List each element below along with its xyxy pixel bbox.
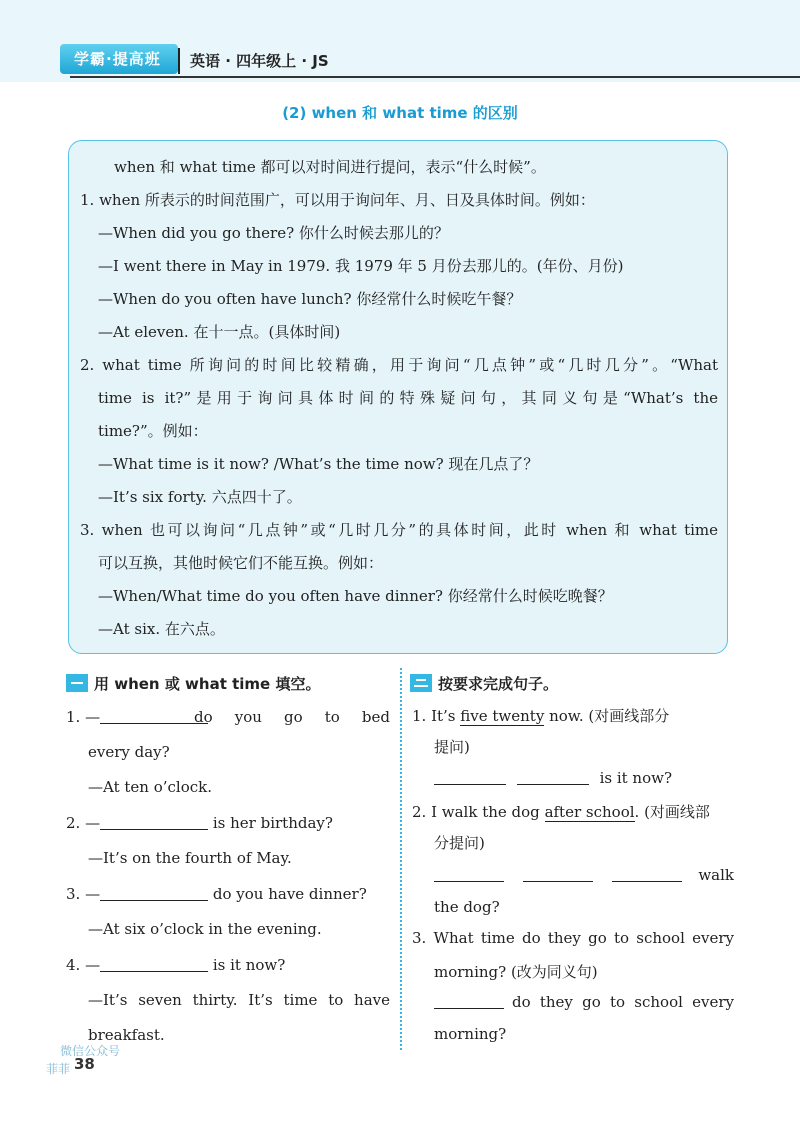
- watermark-text: 微信公众号: [60, 1044, 121, 1058]
- question-text: 1. It’s: [412, 707, 456, 725]
- question-text: walk: [698, 866, 734, 884]
- exercise-1-q2: [66, 814, 333, 832]
- question-number: 2. —: [66, 814, 101, 832]
- watermark-text: 菲菲: [46, 1062, 71, 1076]
- question-instruction: . (对画线部: [634, 803, 710, 821]
- exercise-2-title: [410, 673, 558, 694]
- note-example: —It’s six forty. 六点四十了。: [98, 488, 302, 506]
- exercise-2-q2: [412, 801, 710, 822]
- question-instruction: now. (对画线部分: [549, 707, 670, 725]
- section-number-badge: [66, 674, 88, 692]
- exercise-2-q1: [412, 705, 669, 726]
- note-example: —When do you often have lunch? 你经常什么时候吃午餐？: [98, 290, 522, 308]
- question-text: morning?: [434, 1025, 507, 1043]
- column-divider: [400, 668, 402, 1050]
- answer-text: —At six o’clock in the evening.: [88, 920, 322, 938]
- exercise-1-q3: [66, 885, 367, 903]
- note-point-1: 1. when 所表示的时间范围广，可以用于询问年、月、日及具体时间。例如：: [80, 191, 595, 209]
- question-instruction: 提问): [434, 738, 470, 756]
- question-text: 2. I walk the dog: [412, 803, 540, 821]
- question-text: is it now?: [212, 956, 286, 974]
- question-text: every day?: [88, 743, 170, 761]
- question-text: is it now?: [599, 769, 672, 787]
- page-number: 38: [74, 1055, 95, 1073]
- note-point-2-cont: time is it?”是用于询问具体时间的特殊疑问句，其同义句是“What’s the: [98, 389, 718, 407]
- note-point-3: 3. when 也可以询问“几点钟”或“几时几分”的具体时间，此时 when 和 what time: [80, 521, 718, 539]
- question-text: do they go to school every: [512, 993, 734, 1011]
- note-intro: when 和 what time 都可以对时间进行提问，表示“什么时候”。: [114, 158, 546, 176]
- section-number-badge: [410, 674, 432, 692]
- answer-text: —It’s on the fourth of May.: [88, 849, 292, 867]
- question-instruction: 分提问): [434, 834, 485, 852]
- answer-blank[interactable]: [100, 886, 208, 901]
- answer-blank[interactable]: [434, 994, 504, 1009]
- answer-blank[interactable]: [517, 770, 589, 785]
- note-point-3-cont: 可以互换，其他时候它们不能互换。例如：: [98, 554, 384, 572]
- note-example: —When/What time do you often have dinner? 你经常什么时候吃晚餐？: [98, 587, 613, 605]
- underlined-phrase: after school: [544, 803, 635, 821]
- question-instruction: morning? (改为同义句): [434, 963, 598, 981]
- question-text: do you have dinner?: [212, 885, 367, 903]
- answer-blank[interactable]: [523, 867, 593, 882]
- answer-blank[interactable]: [612, 867, 682, 882]
- answer-text: —It’s seven thirty. It’s time to have: [88, 991, 390, 1009]
- question-text: do you go to bed: [194, 708, 390, 726]
- header-rule: [70, 76, 800, 78]
- answer-blank[interactable]: [100, 957, 208, 972]
- arrow-divider: [178, 48, 180, 74]
- note-example: —At eleven. 在十一点。(具体时间): [98, 323, 341, 341]
- exercise-2-q2-answer: [434, 866, 734, 884]
- series-title: 英语 · 四年级上 · JS: [190, 52, 329, 70]
- exercise-1-title-text: 用 when 或 what time 填空。: [94, 675, 321, 693]
- note-point-2-cont: time?”。例如：: [98, 422, 208, 440]
- exercise-1-title: [66, 673, 320, 694]
- answer-text: —At ten o’clock.: [88, 778, 212, 796]
- answer-blank[interactable]: [100, 709, 208, 724]
- answer-blank[interactable]: [434, 867, 504, 882]
- answer-blank[interactable]: [100, 815, 208, 830]
- question-number: 3. —: [66, 885, 101, 903]
- note-example: —What time is it now? /What’s the time now? 现在几点了？: [98, 455, 539, 473]
- underlined-phrase: five twenty: [460, 707, 545, 725]
- answer-text: breakfast.: [88, 1026, 165, 1044]
- exercise-1-q4: [66, 956, 285, 974]
- exercise-1-q1: [66, 708, 390, 726]
- note-example: —I went there in May in 1979. 我 1979 年 5 月份去那儿的。(年份、月份): [98, 257, 624, 275]
- note-example: —At six. 在六点。: [98, 620, 225, 638]
- exercise-2-title-text: 按要求完成句子。: [438, 675, 559, 693]
- series-brand-badge: 学霸·提高班: [60, 44, 178, 74]
- question-text: is her birthday?: [212, 814, 333, 832]
- exercise-2-q3-answer: [434, 993, 734, 1011]
- section-heading: (2) when 和 what time 的区别: [282, 104, 518, 122]
- question-text: the dog?: [434, 898, 500, 916]
- question-number: 4. —: [66, 956, 101, 974]
- answer-blank[interactable]: [434, 770, 506, 785]
- exercise-2-q3: 3. What time do they go to school every: [412, 929, 734, 947]
- exercise-2-q1-answer: [434, 769, 672, 787]
- question-number: 1. —: [66, 708, 101, 726]
- note-example: —When did you go there? 你什么时候去那儿的？: [98, 224, 449, 242]
- note-point-2: 2. what time 所询问的时间比较精确，用于询问“几点钟”或“几时几分”。“What: [80, 356, 718, 374]
